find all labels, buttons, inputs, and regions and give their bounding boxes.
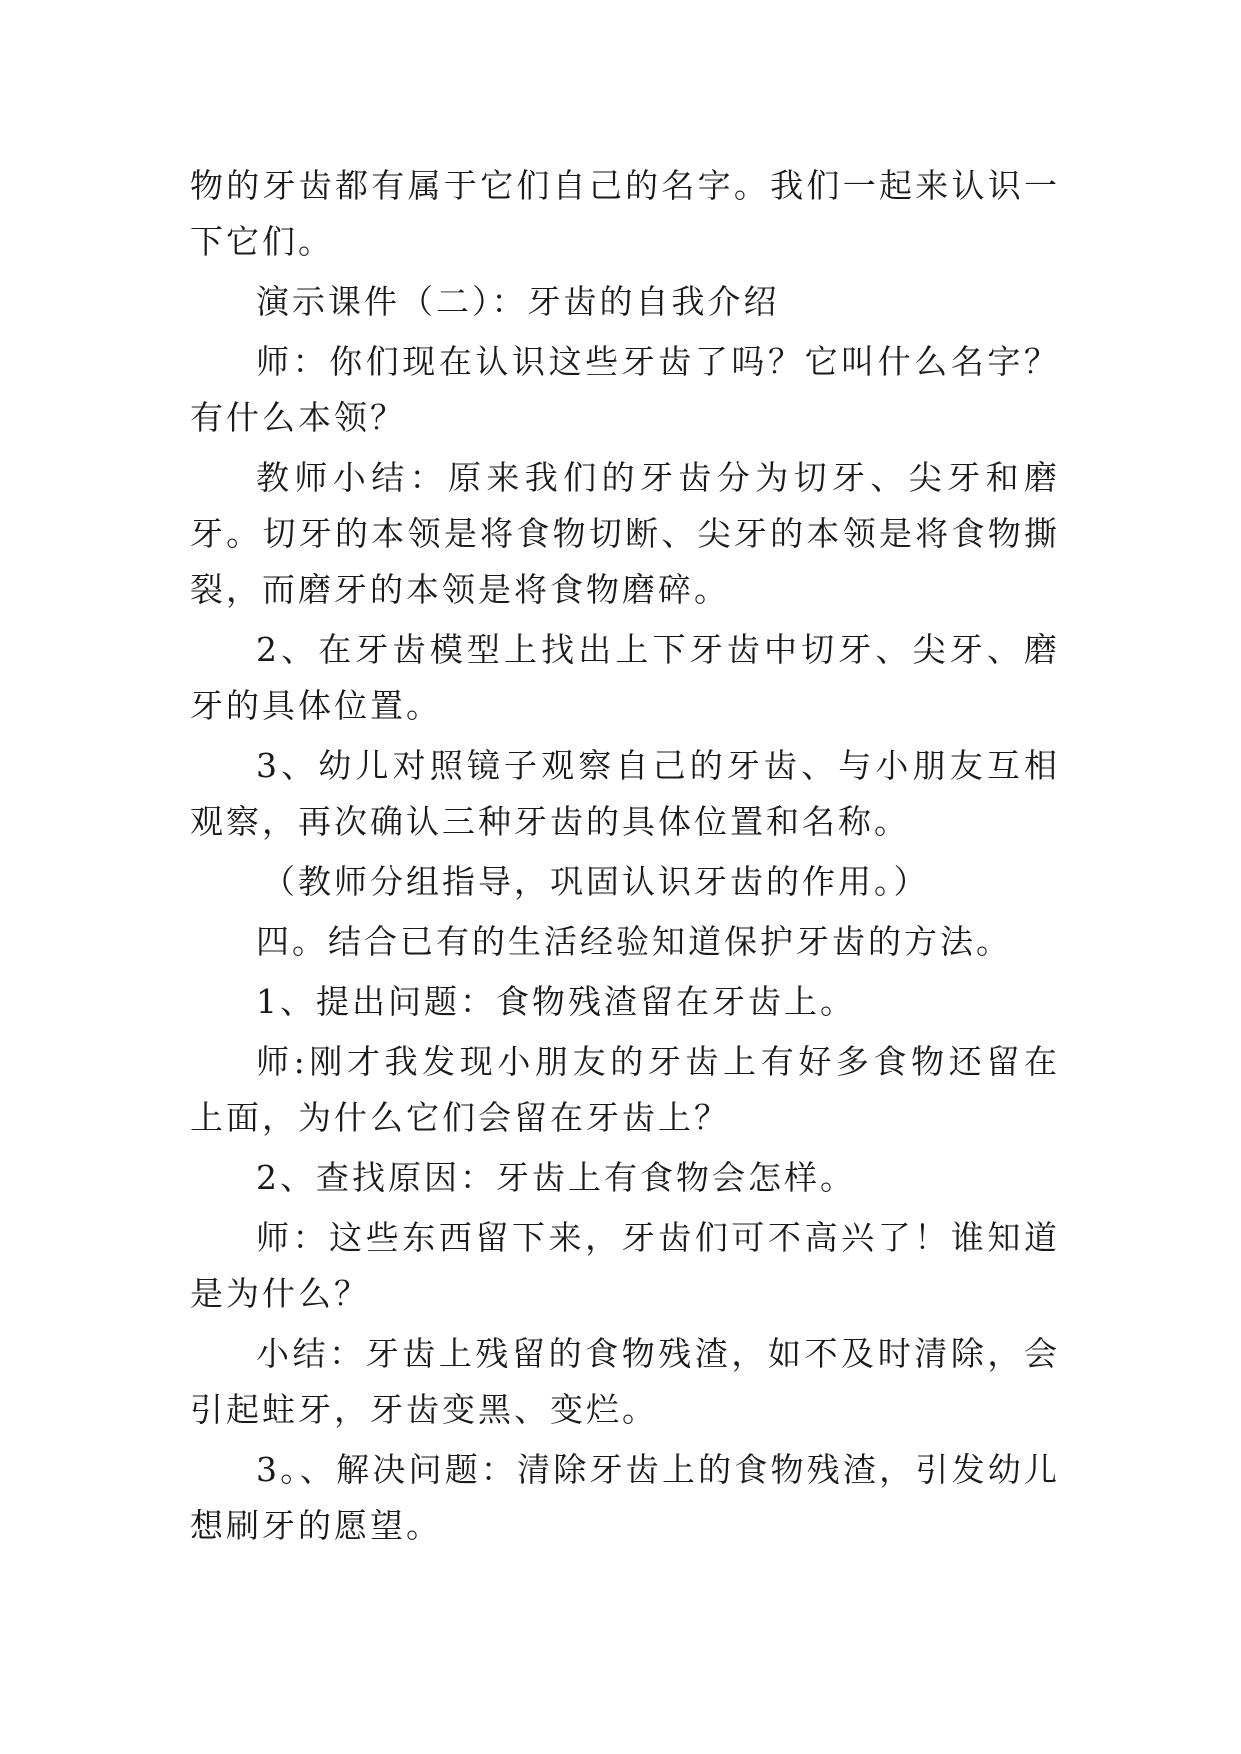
- paragraph-1: 物的牙齿都有属于它们自己的名字。我们一起来认识一下它们。: [190, 166, 1060, 261]
- document-body: [190, 158, 1060, 1558]
- paragraph-12: 师：这些东西留下来，牙齿们可不高兴了！谁知道是为什么？: [190, 1218, 1060, 1313]
- paragraph-9: 1、提出问题：食物残渣留在牙齿上。: [256, 982, 856, 1021]
- paragraph-14: 3。、解决问题：清除牙齿上的食物残渣，引发幼儿想刷牙的愿望。: [190, 1450, 1060, 1545]
- paragraph-13: 小结：牙齿上残留的食物残渣，如不及时清除，会引起蛀牙，牙齿变黑、变烂。: [190, 1334, 1060, 1429]
- paragraph-10: 师:刚才我发现小朋友的牙齿上有好多食物还留在上面，为什么它们会留在牙齿上？: [190, 1042, 1060, 1137]
- paragraph-4: 教师小结：原来我们的牙齿分为切牙、尖牙和磨牙。切牙的本领是将食物切断、尖牙的本领是将食物撕裂，而磨牙的本领是将食物磨碎。: [190, 458, 1060, 609]
- paragraph-5: 2、在牙齿模型上找出上下牙齿中切牙、尖牙、磨牙的具体位置。: [190, 630, 1060, 725]
- paragraph-2: 演示课件（二）：牙齿的自我介绍: [256, 282, 780, 321]
- paragraph-6: 3、幼儿对照镜子观察自己的牙齿、与小朋友互相观察，再次确认三种牙齿的具体位置和名称。: [190, 746, 1060, 841]
- paragraph-8: 四。结合已有的生活经验知道保护牙齿的方法。: [256, 922, 1012, 961]
- paragraph-7: （教师分组指导，巩固认识牙齿的作用。）: [262, 862, 930, 901]
- paragraph-3: 师：你们现在认识这些牙齿了吗？它叫什么名字？有什么本领？: [190, 342, 1060, 437]
- paragraph-11: 2、查找原因：牙齿上有食物会怎样。: [256, 1158, 856, 1197]
